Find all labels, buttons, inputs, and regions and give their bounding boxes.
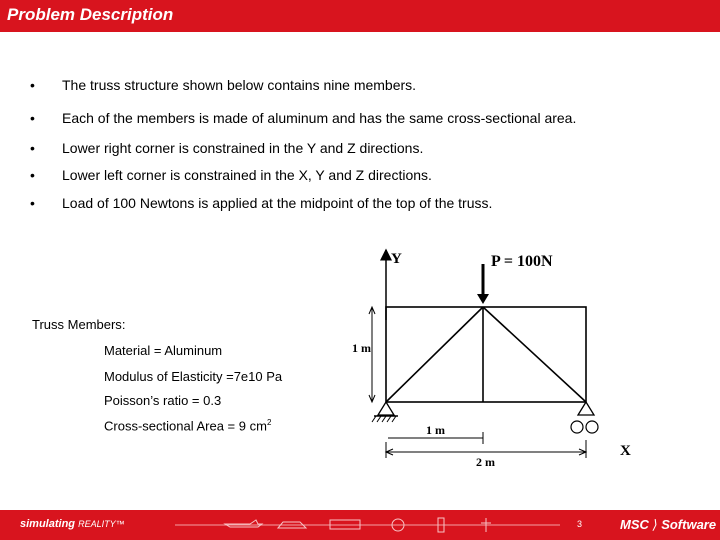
- height-label: 1 m: [352, 341, 371, 355]
- bullet-marker: •: [30, 140, 35, 156]
- span-label: 2 m: [476, 455, 495, 469]
- footer-decorations: [0, 510, 720, 540]
- page-number: 3: [577, 519, 583, 529]
- tagline-main: simulating: [20, 518, 76, 530]
- span-arrow-left: [386, 449, 393, 455]
- bullet-text: The truss structure shown below contains nine members.: [62, 77, 417, 93]
- members-heading: [32, 317, 125, 332]
- x-axis-label: X: [620, 443, 631, 459]
- airplane-icon: [225, 520, 262, 527]
- truss-frame: [386, 307, 586, 402]
- brand-logo: MSC ⟩ Software: [620, 517, 717, 532]
- members-title-text: Truss Members: [32, 317, 122, 332]
- roller-support: [578, 402, 594, 415]
- roller-left: [571, 421, 583, 433]
- material-line: Material = Aluminum: [104, 343, 223, 358]
- pin-support: [378, 402, 394, 415]
- modulus-line: Modulus of Elasticity =7e10 Pa: [104, 369, 283, 384]
- footer-bar: [0, 510, 720, 540]
- bullet-text: Lower right corner is constrained in the Y and Z directions.: [62, 140, 424, 156]
- roller-right: [586, 421, 598, 433]
- truss-right-diagonal: [483, 307, 586, 402]
- span-arrow-right: [579, 449, 586, 455]
- brand-software: Software: [661, 517, 717, 532]
- bullet-marker: •: [30, 195, 35, 211]
- bullet-marker: •: [30, 77, 35, 93]
- bullet-marker: •: [30, 167, 35, 183]
- tagline-reality: REALITY™: [78, 519, 125, 529]
- y-axis-label: Y: [391, 251, 402, 267]
- members-title-colon: :: [121, 317, 126, 332]
- ground-hatch: [372, 416, 396, 422]
- title-bar: [0, 0, 720, 32]
- bullet-text: Lower left corner is constrained in the X, Y and Z directions.: [62, 167, 432, 183]
- area-text: Cross-sectional Area = 9 cm: [104, 418, 267, 434]
- height-arrow-top: [369, 307, 375, 314]
- height-arrow-bottom: [369, 395, 375, 402]
- page-title: Problem Description: [7, 5, 174, 24]
- truss-left-diagonal: [386, 307, 483, 402]
- bullet-text: Each of the members is made of aluminum and has the same cross-sectional area.: [62, 110, 577, 126]
- load-label: P = 100N: [491, 253, 553, 270]
- load-arrow-head: [477, 294, 489, 304]
- half-span-label: 1 m: [426, 423, 445, 437]
- area-exponent: 2: [266, 418, 272, 427]
- area-line: [104, 418, 271, 433]
- bullet-marker: •: [30, 110, 35, 126]
- brand-msc: MSC: [620, 517, 649, 532]
- poisson-line: Poisson’s ratio = 0.3: [104, 393, 222, 408]
- bullet-text: Load of 100 Newtons is applied at the midpoint of the top of the truss.: [62, 195, 493, 211]
